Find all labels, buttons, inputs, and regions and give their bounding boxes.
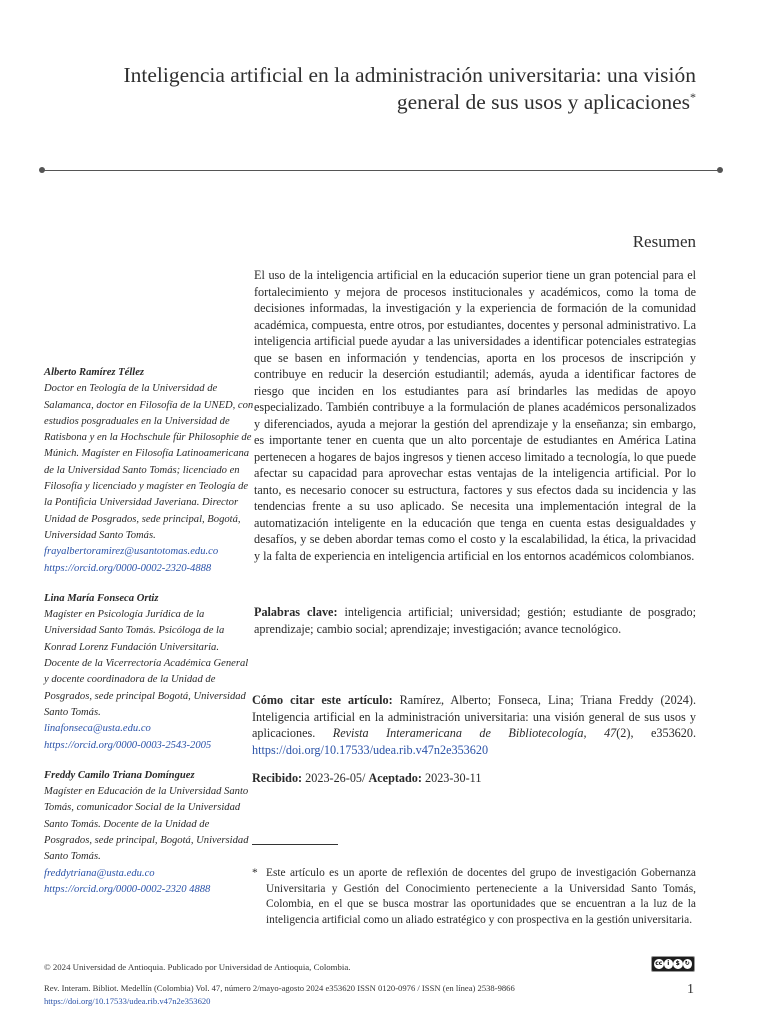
cite-rest: (2), e353620. [616,726,697,740]
author-block [44,591,254,754]
title-divider [42,170,720,171]
cc-license-badge[interactable] [651,956,695,972]
accepted-date: 2023-30-11 [425,771,482,785]
cc-icon: cc [655,960,663,967]
sa-icon: ↻ [683,959,693,969]
footnote [252,866,696,928]
author-name: Freddy Camilo Triana Domínguez [44,769,195,781]
title-footnote-mark[interactable]: * [690,89,696,104]
nc-icon: $ [673,959,683,969]
footer-doi-link[interactable]: https://doi.org/10.17533/udea.rib.v47n2e353620 [44,996,211,1006]
journal-info [44,982,644,1008]
cite-journal: Revista Interamericana de Bibliotecología, [332,726,587,740]
author-email-link[interactable]: linafonseca@usta.edu.co [44,723,151,735]
keywords [254,604,696,637]
author-email-link[interactable]: freddytriana@usta.edu.co [44,867,155,879]
how-to-cite [252,692,696,758]
cite-text: Ramírez, Alberto; Fonseca, Lina; Triana Freddy (2024). Inteligencia artificial en la administración universitaria: una visión general de sus usos y aplicaciones. [252,693,696,740]
footnote-text: Este artículo es un aporte de reflexión de docentes del grupo de investigación Gobernanza Universitaria y Gestión del Conocimiento perteneciente a la Universidad Santo Tomás, Colombia, en el que se busca mostrar las oportunidades que se encuentran a la luz de la inteligencia artificial como un aliado estratégico y con prospectiva en la gestión universitaria. [266,867,696,926]
article-title [56,62,696,116]
keywords-label: Palabras clave: [254,605,338,619]
author-block [44,365,254,577]
author-bio: Magíster en Psicología Jurídica de la Universidad Santo Tomás. Psicóloga de la Konrad Lorenz Fundación Universitaria. Docente de la Vicerrectoría Académica General y docente coordinadora de la Unidad de Posgrados, sede principal Bogotá, Universidad Santo Tomás. [44,609,249,718]
cite-volume: 47 [604,726,617,740]
author-orcid-link[interactable]: https://orcid.org/0000-0002-2320 4888 [44,883,211,895]
author-orcid-link[interactable]: https://orcid.org/0000-0002-2320-4888 [44,562,212,574]
received-label: Recibido: [252,771,303,785]
footnote-divider [252,844,338,845]
copyright-notice: © 2024 Universidad de Antioquia. Publicado por Universidad de Antioquia, Colombia. [44,962,351,972]
accepted-label: Aceptado: [368,771,422,785]
rule-end-dot [717,167,723,173]
author-name: Alberto Ramírez Téllez [44,367,145,378]
cite-label: Cómo citar este artículo: [252,693,393,707]
abstract-heading: Resumen [632,232,696,251]
received-date: 2023-26-05/ [305,771,366,785]
author-name: Lina María Fonseca Ortiz [44,592,159,604]
author-bio: Doctor en Teología de la Universidad de Salamanca, doctor en Filosofía de la UNED, con estudios posgraduales en la Universidad de Ratisbona y en la Hochschule für Philosophie de Múnich. Magíster en Filosofía Latinoamericana de la Universidad Santo Tomás; licenciado en Filosofía y licenciado y magíster en Teología de la Pontificia Universidad Javeriana. Director Unidad de Posgrados, sede principal, Bogotá, Universidad Santo Tomás. [44,383,254,541]
footnote-mark: * [252,867,258,879]
journal-line: Rev. Interam. Bibliot. Medellín (Colombia) Vol. 47, número 2/mayo-agosto 2024 e353620 ISSN 0120-0976 / ISSN (en línea) 2538-9866 [44,983,515,993]
dates [252,770,696,787]
by-icon: i [664,959,674,969]
author-sidebar [44,365,254,912]
author-bio: Magíster en Educación de la Universidad Santo Tomás, comunicador Social de la Universidad Santo Tomás. Docente de la Unidad de Posgrados, sede principal, Bogotá, Universidad Santo Tomás. [44,786,249,863]
author-email-link[interactable]: frayalbertoramirez@usantotomas.edu.co [44,546,219,558]
page-number: 1 [687,982,694,997]
cite-doi-link[interactable]: https://doi.org/10.17533/udea.rib.v47n2e353620 [252,742,489,757]
author-orcid-link[interactable]: https://orcid.org/0000-0003-2543-2005 [44,739,212,751]
author-block [44,768,254,898]
keywords-text: inteligencia artificial; universidad; gestión; estudiante de posgrado; aprendizaje; cambio social; aprendizaje; investigación; avance tecnológico. [254,605,696,636]
abstract-text: El uso de la inteligencia artificial en la educación superior tiene un gran potencial para el fortalecimiento y mejora de procesos institucionales y académicos, como la toma de decisiones informadas, la investigación y la experiencia de formación de la comunidad académica, compuesta, entre otros, por estudiantes, docentes y personal administrativo. La inteligencia artificial puede ayudar a las universidades a identificar potenciales estrategias que se basen en información y tendencias, aporta en los procesos de inscripción y contribuye en reducir la deserción estudiantil; además, ayuda a identificar factores de riesgo que inciden en los estudiantes para así brindarles las medidas de apoyo especializado. También contribuye a la formulación de planes académicos personalizados y diferenciados, ayuda a mejorar la gestión del aprendizaje y la enseñanza; sin embargo, es importante tener en cuenta que un alto porcentaje de estudiantes en América Latina pertenecen a hogares de bajos ingresos y tienen acceso limitado a tecnología, lo que puede afectar su capacidad para aprovechar estas ventajas de la inteligencia artificial. Por lo tanto, es necesario conocer su estructura, factores y sus efectos dada su incidencia y las tendencias frente a su uso aplicado. Se necesita una implementación integral de la automatización inteligente en la educación que tenga en cuenta estas desigualdades y desafíos, y se deben abordar temas como el costo y la escalabilidad, la ética, la privacidad y la falta de experiencia en inteligencia artificial en los entornos académicos colombianos. [254,268,696,563]
article-title-text: Inteligencia artificial en la administración universitaria: una visión general de sus usos y aplicaciones [123,63,696,114]
